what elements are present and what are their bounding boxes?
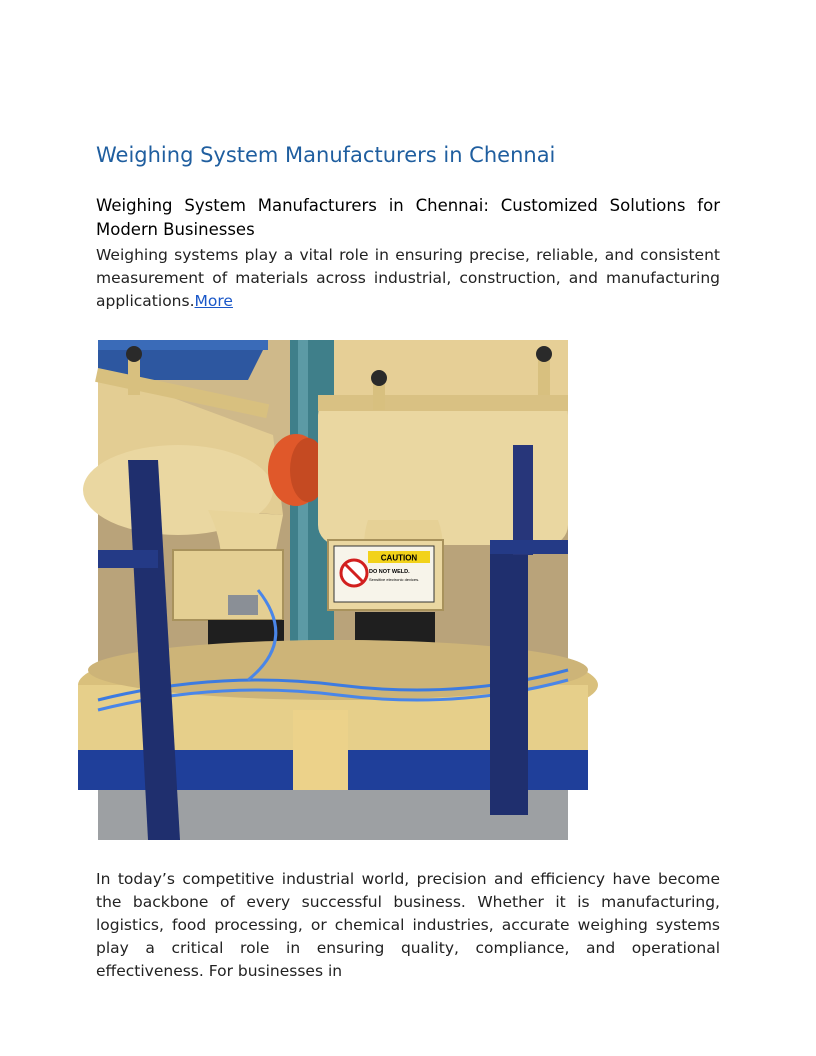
body-paragraph: In today’s competitive industrial world, precision and efficiency have become the backbone of every successful business. Whether it is manufacturing, logistics, food processing, or chemical industries, accurate weighing systems play a critical role in ensuring quality, compliance, and operational effectiveness. For businesses in bbox=[96, 870, 720, 980]
intro-text: Weighing systems play a vital role in ensuring precise, reliable, and consistent measurement of materials across industrial, construction, and manufacturing applications. bbox=[96, 246, 720, 310]
intro-paragraph bbox=[96, 244, 720, 313]
weighing-system-photo bbox=[98, 340, 568, 840]
more-link[interactable]: More bbox=[194, 292, 233, 310]
page-title: Weighing System Manufacturers in Chennai bbox=[96, 143, 556, 167]
caution-heading: CAUTION bbox=[380, 553, 418, 563]
caution-line-1: DO NOT WELD. bbox=[369, 569, 410, 575]
article-subtitle: Weighing System Manufacturers in Chennai: Customized Solutions for Modern Businesses bbox=[96, 196, 720, 239]
caution-line-2: Sensitive electronic devices. bbox=[369, 577, 420, 582]
